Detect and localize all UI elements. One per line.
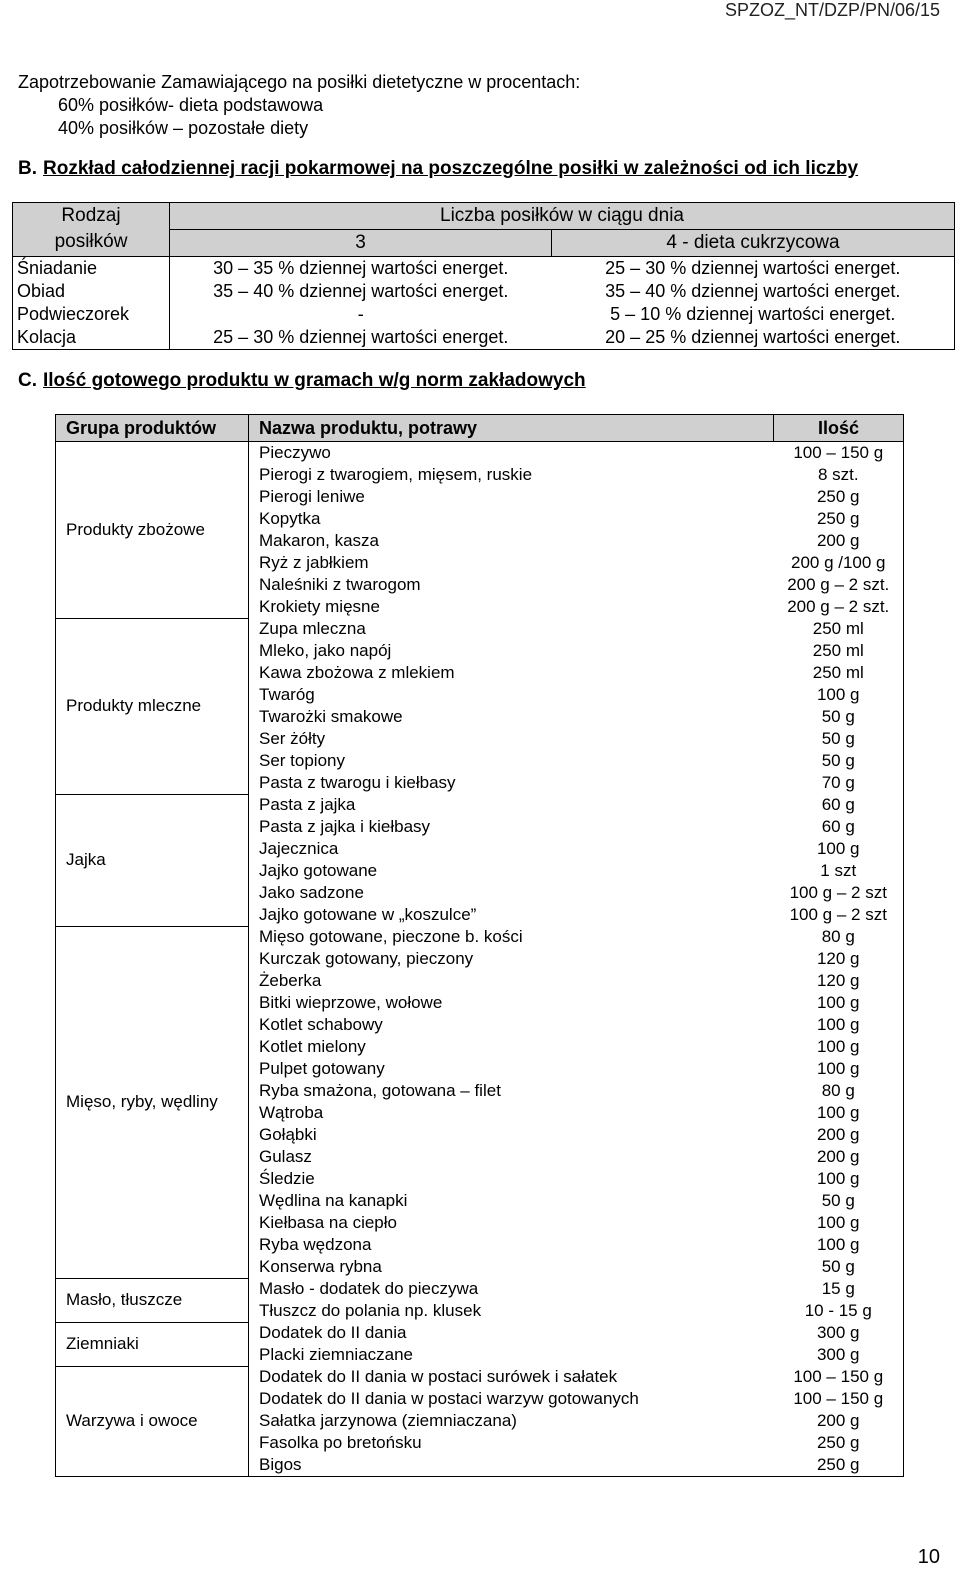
meal-energy-cell: 35 – 40 % dziennej wartości energet. (213, 281, 509, 301)
section-b-heading (18, 158, 858, 180)
product-name-cell: Mleko, jako napój (249, 640, 774, 662)
product-quantity-cell: 70 g (774, 772, 904, 794)
meal-name-cell: Śniadanie (13, 257, 170, 281)
meal-energy-cell: - (357, 304, 364, 324)
product-name-cell: Kopytka (249, 508, 774, 530)
product-quantity-cell: 60 g (774, 794, 904, 816)
product-name-cell: Naleśniki z twarogom (249, 574, 774, 596)
meal-type-header-line: Rodzaj (61, 205, 121, 226)
meal-name-cell: Kolacja (13, 326, 170, 350)
product-group-cell: Warzywa i owoce (56, 1366, 249, 1477)
section-letter: C. (18, 370, 37, 391)
product-name-cell: Mięso gotowane, pieczone b. kości (249, 926, 774, 948)
product-name-cell: Wątroba (249, 1102, 774, 1124)
product-name-cell: Makaron, kasza (249, 530, 774, 552)
product-name-cell: Pierogi leniwe (249, 486, 774, 508)
product-quantity-cell: 50 g (774, 1256, 904, 1278)
table-row (56, 926, 904, 948)
product-group-cell: Produkty mleczne (56, 618, 249, 794)
meal-energy-cell: 5 – 10 % dziennej wartości energet. (552, 303, 955, 326)
product-name-cell: Dodatek do II dania w postaci surówek i sałatek (249, 1366, 774, 1388)
product-name-cell: Jajko gotowane w „koszulce” (249, 904, 774, 926)
document-code: SPZOZ_NT/DZP/PN/06/15 (724, 0, 940, 20)
product-quantity-cell: 50 g (774, 750, 904, 772)
product-name-cell: Pasta z jajka (249, 794, 774, 816)
product-quantity-cell: 200 g (774, 530, 904, 552)
product-quantity-cell: 120 g (774, 970, 904, 992)
product-quantity-cell: 100 g (774, 684, 904, 706)
product-quantity-cell: 120 g (774, 948, 904, 970)
section-c-heading (18, 370, 586, 392)
product-name-cell: Pierogi z twarogiem, mięsem, ruskie (249, 464, 774, 486)
section-title: Rozkład całodziennej racji pokarmowej na poszczególne posiłki w zależności od ich liczby (43, 158, 859, 179)
product-name-cell: Ryż z jabłkiem (249, 552, 774, 574)
product-quantity-cell: 15 g (774, 1278, 904, 1300)
product-quantity-cell: 100 g (774, 1036, 904, 1058)
intro-line: 60% posiłków- dieta podstawowa (58, 95, 324, 115)
product-name-cell: Kurczak gotowany, pieczony (249, 948, 774, 970)
intro-line: 40% posiłków – pozostałe diety (58, 118, 309, 138)
product-name-cell: Gołąbki (249, 1124, 774, 1146)
product-quantity-cell: 50 g (774, 728, 904, 750)
product-quantity-cell: 250 g (774, 508, 904, 530)
product-name-cell: Gulasz (249, 1146, 774, 1168)
meal-energy-cell: 25 – 30 % dziennej wartości energet. (170, 326, 552, 350)
section-title: Ilość gotowego produktu w gramach w/g norm zakładowych (43, 370, 586, 391)
product-name-cell: Pasta z twarogu i kiełbasy (249, 772, 774, 794)
meal-energy-cell: 20 – 25 % dziennej wartości energet. (552, 326, 955, 350)
product-quantity-cell: 100 g (774, 1168, 904, 1190)
product-name-cell: Placki ziemniaczane (249, 1344, 774, 1366)
product-name-cell: Twaróg (249, 684, 774, 706)
product-quantity-cell: 100 g – 2 szt (774, 882, 904, 904)
product-quantity-cell: 100 – 150 g (774, 1388, 904, 1410)
product-quantity-cell: 100 g (774, 1014, 904, 1036)
product-quantity-cell: 80 g (774, 1080, 904, 1102)
table-row (56, 1278, 904, 1300)
product-name-cell: Dodatek do II dania w postaci warzyw gotowanych (249, 1388, 774, 1410)
product-name-cell: Masło - dodatek do pieczywa (249, 1278, 774, 1300)
product-quantity-cell: 250 g (774, 1432, 904, 1454)
meal-count-3-header: 3 (170, 230, 552, 257)
product-quantity-cell: 100 g (774, 1058, 904, 1080)
name-column-header: Nazwa produktu, potrawy (249, 415, 774, 442)
product-quantity-cell: 200 g /100 g (774, 552, 904, 574)
product-name-cell: Pieczywo (249, 442, 774, 465)
product-group-cell: Mięso, ryby, wędliny (56, 926, 249, 1278)
table-row (56, 618, 904, 640)
meal-energy-cell: 35 – 40 % dziennej wartości energet. (552, 280, 955, 303)
product-name-cell: Ser topiony (249, 750, 774, 772)
meal-row (13, 303, 955, 326)
meal-type-header-line: posiłków (54, 231, 128, 252)
product-quantity-cell: 200 g – 2 szt. (774, 574, 904, 596)
product-name-cell: Ryba wędzona (249, 1234, 774, 1256)
product-group-cell: Ziemniaki (56, 1322, 249, 1366)
product-quantity-cell: 100 – 150 g (774, 1366, 904, 1388)
product-quantity-cell: 8 szt. (774, 464, 904, 486)
product-name-cell: Jajko gotowane (249, 860, 774, 882)
product-name-cell: Kawa zbożowa z mlekiem (249, 662, 774, 684)
quantity-column-header: Ilość (774, 415, 904, 442)
meal-name-cell: Obiad (13, 280, 170, 303)
product-quantity-cell: 250 ml (774, 618, 904, 640)
product-name-cell: Kotlet schabowy (249, 1014, 774, 1036)
product-quantity-cell: 60 g (774, 816, 904, 838)
product-quantity-cell: 300 g (774, 1344, 904, 1366)
product-quantity-cell: 80 g (774, 926, 904, 948)
meal-energy-cell: 25 – 30 % dziennej wartości energet. (552, 257, 955, 281)
product-name-cell: Kiełbasa na ciepło (249, 1212, 774, 1234)
product-quantity-cell: 1 szt (774, 860, 904, 882)
product-name-cell: Konserwa rybna (249, 1256, 774, 1278)
product-name-cell: Zupa mleczna (249, 618, 774, 640)
product-name-cell: Pulpet gotowany (249, 1058, 774, 1080)
product-quantity-cell: 250 g (774, 1454, 904, 1477)
product-name-cell: Twarożki smakowe (249, 706, 774, 728)
meal-count-4-header: 4 - dieta cukrzycowa (552, 230, 955, 257)
meal-type-header (13, 203, 170, 257)
product-name-cell: Krokiety mięsne (249, 596, 774, 618)
product-quantity-cell: 100 g (774, 838, 904, 860)
product-quantity-cell: 50 g (774, 1190, 904, 1212)
meal-name-cell: Podwieczorek (13, 303, 170, 326)
product-quantity-cell: 250 ml (774, 662, 904, 684)
product-quantity-cell: 100 g (774, 1212, 904, 1234)
meal-row (13, 257, 955, 281)
meal-energy-cell: 30 – 35 % dziennej wartości energet. (213, 258, 509, 278)
product-name-cell: Wędlina na kanapki (249, 1190, 774, 1212)
table-row (56, 442, 904, 465)
group-column-header: Grupa produktów (56, 415, 249, 442)
product-name-cell: Jajecznica (249, 838, 774, 860)
meal-row (13, 280, 955, 303)
product-quantity-cell: 100 g (774, 1102, 904, 1124)
products-table (55, 414, 904, 1477)
product-quantity-cell: 100 g (774, 992, 904, 1014)
meals-table (12, 202, 955, 350)
product-name-cell: Sałatka jarzynowa (ziemniaczana) (249, 1410, 774, 1432)
product-quantity-cell: 300 g (774, 1322, 904, 1344)
product-quantity-cell: 100 g – 2 szt (774, 904, 904, 926)
product-name-cell: Jako sadzone (249, 882, 774, 904)
product-quantity-cell: 200 g – 2 szt. (774, 596, 904, 618)
table-row (56, 1322, 904, 1344)
page-number: 10 (917, 1546, 940, 1568)
table-row (56, 1366, 904, 1388)
product-name-cell: Kotlet mielony (249, 1036, 774, 1058)
product-name-cell: Żeberka (249, 970, 774, 992)
product-quantity-cell: 10 - 15 g (774, 1300, 904, 1322)
section-letter: B. (18, 158, 37, 179)
meal-count-header: Liczba posiłków w ciągu dnia (170, 203, 955, 230)
product-quantity-cell: 200 g (774, 1124, 904, 1146)
product-name-cell: Śledzie (249, 1168, 774, 1190)
product-quantity-cell: 200 g (774, 1146, 904, 1168)
table-row (56, 794, 904, 816)
product-group-cell: Produkty zbożowe (56, 442, 249, 619)
intro-block (18, 71, 580, 140)
product-name-cell: Ryba smażona, gotowana – filet (249, 1080, 774, 1102)
meal-row (13, 326, 955, 350)
product-quantity-cell: 250 ml (774, 640, 904, 662)
product-quantity-cell: 100 – 150 g (774, 442, 904, 465)
product-group-cell: Masło, tłuszcze (56, 1278, 249, 1322)
product-name-cell: Ser żółty (249, 728, 774, 750)
intro-line: Zapotrzebowanie Zamawiającego na posiłki dietetyczne w procentach: (18, 72, 581, 92)
product-group-cell: Jajka (56, 794, 249, 926)
product-quantity-cell: 100 g (774, 1234, 904, 1256)
product-quantity-cell: 200 g (774, 1410, 904, 1432)
product-name-cell: Tłuszcz do polania np. klusek (249, 1300, 774, 1322)
product-name-cell: Dodatek do II dania (249, 1322, 774, 1344)
product-quantity-cell: 250 g (774, 486, 904, 508)
product-name-cell: Bitki wieprzowe, wołowe (249, 992, 774, 1014)
product-name-cell: Pasta z jajka i kiełbasy (249, 816, 774, 838)
product-name-cell: Bigos (249, 1454, 774, 1477)
product-name-cell: Fasolka po bretońsku (249, 1432, 774, 1454)
product-quantity-cell: 50 g (774, 706, 904, 728)
